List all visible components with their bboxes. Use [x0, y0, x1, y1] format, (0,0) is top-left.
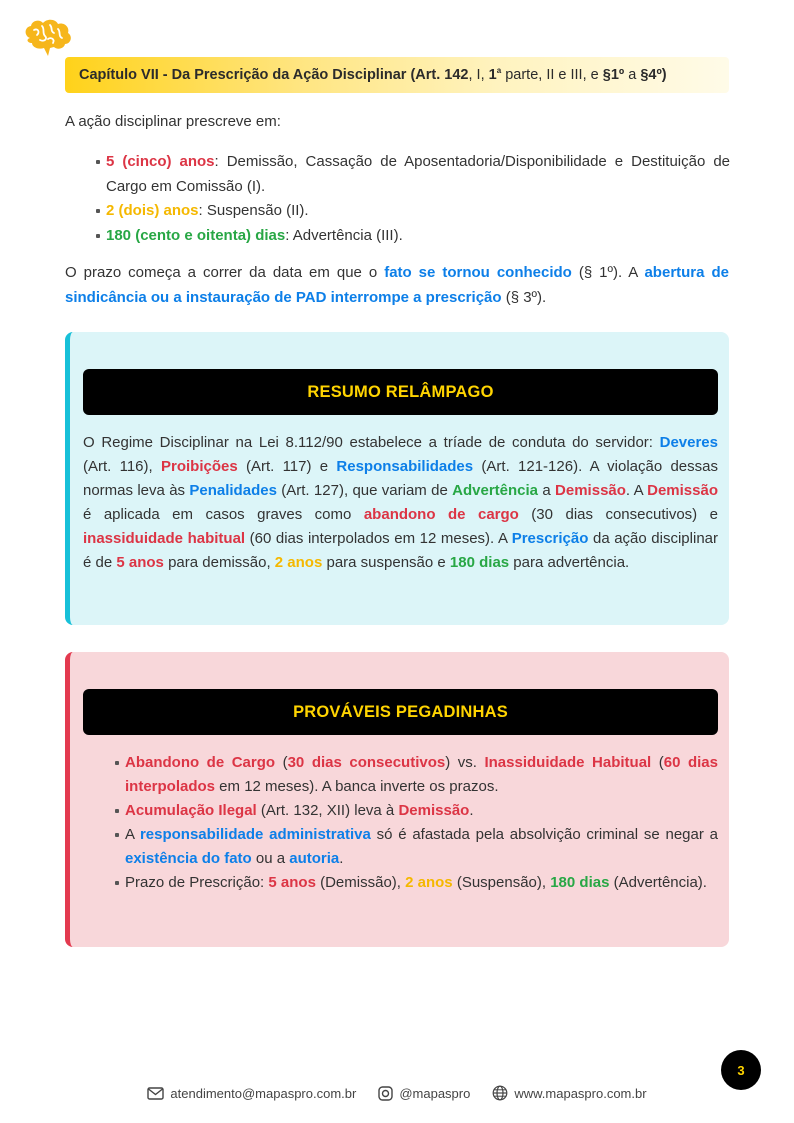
highlight-text: inassiduidade habitual [83, 530, 246, 547]
trap-item [113, 799, 718, 823]
traps-box-body [113, 751, 718, 895]
highlight-text: Inassiduidade Habitual [484, 754, 652, 771]
body-text: . [469, 802, 474, 819]
chapter-title-part: §1º [602, 67, 625, 83]
chapter-heading [65, 57, 729, 93]
footer-email[interactable] [147, 1086, 356, 1101]
body-text: ( [275, 754, 288, 771]
footer [0, 1085, 794, 1101]
body-text: para demissão, [163, 554, 275, 571]
body-text: . [339, 850, 344, 867]
term-text: (§ 3º). [501, 288, 547, 306]
chapter-title-part: 1 [488, 67, 497, 83]
highlight-text: Demissão [398, 802, 470, 819]
body-text: (Art. 127), que variam de [276, 482, 453, 499]
highlight-text: existência do fato [125, 850, 252, 867]
body-text: (Art. 116), [83, 458, 161, 475]
chapter-title-part: a [624, 67, 641, 83]
highlight-text: 60 dias interpolados [125, 754, 718, 795]
chapter-title-text [79, 67, 667, 83]
body-text: (Art. 121-126). A violação dessas normas leva às [83, 458, 718, 499]
chapter-title-part: parte, II e III, e [501, 67, 603, 83]
summary-box-body [83, 431, 718, 575]
highlight-text: Prescrição [511, 530, 589, 547]
footer-email-text: atendimento@mapaspro.com.br [170, 1085, 357, 1101]
body-text: da ação disciplinar é de [83, 530, 718, 571]
footer-instagram-text: @mapaspro [399, 1085, 471, 1101]
summary-box [65, 332, 729, 625]
footer-website[interactable] [492, 1085, 646, 1101]
chapter-title-part: ) [661, 67, 667, 83]
body-text: (Advertência). [609, 874, 707, 891]
body-text: (Art. 117) e [237, 458, 337, 475]
highlight-text: Deveres [659, 434, 718, 451]
term-text: O prazo começa a correr da data em que o [65, 264, 385, 281]
chapter-title-prefix: Capítulo VII - Da Prescrição da Ação Disciplinar (Art. [79, 67, 445, 83]
chapter-title-part: , I, [468, 67, 489, 83]
body-text: para suspensão e [322, 554, 450, 571]
prescription-description: : Advertência (III). [285, 226, 403, 244]
chapter-superscript: a [496, 66, 502, 76]
body-text: Prazo de Prescrição: [125, 874, 269, 891]
highlight-text: Demissão [555, 482, 626, 499]
brain-logo-icon [20, 18, 74, 60]
highlight-text: Proibições [160, 458, 238, 475]
body-text: (Demissão), [315, 874, 406, 891]
trap-item [113, 751, 718, 799]
highlight-text: responsabilidade administrativa [139, 826, 371, 843]
body-text: . A [625, 482, 648, 499]
highlight-text: Demissão [647, 482, 718, 499]
summary-box-title: RESUMO RELÂMPAGO [83, 369, 718, 415]
highlight-text: abandono de cargo [363, 506, 519, 523]
highlight-text: 180 dias [550, 874, 610, 891]
body-text: a [538, 482, 556, 499]
chapter-title-part: §4º [640, 67, 662, 83]
highlight-text: 5 anos [116, 554, 164, 571]
highlight-text: Responsabilidades [336, 458, 474, 475]
term-text: (§ 1º). A [571, 264, 645, 281]
page-number-badge: 3 [721, 1050, 761, 1090]
trap-item [113, 823, 718, 871]
trap-item [113, 871, 718, 895]
body-text: ( [651, 754, 664, 771]
highlight-text: 2 anos [405, 874, 453, 891]
prescription-description: : Suspensão (II). [198, 202, 309, 219]
chapter-article-number: 142 [444, 67, 469, 83]
prescription-term: 5 (cinco) anos [106, 153, 215, 170]
footer-instagram[interactable] [378, 1086, 470, 1101]
body-text: só é afastada pela absolvição criminal se negar a [370, 826, 718, 843]
body-text: (Art. 132, XII) leva à [256, 802, 399, 819]
body-text: (Suspensão), [452, 874, 551, 891]
highlight-text: Penalidades [189, 482, 277, 499]
body-text: para advertência. [509, 554, 630, 571]
highlight-text: Abandono de Cargo [125, 754, 276, 771]
term-paragraph [65, 261, 729, 310]
highlight-text: 30 dias consecutivos [287, 754, 446, 771]
body-text: (60 dias interpolados em 12 meses). A [245, 530, 512, 547]
intro-text: A ação disciplinar prescreve em: [65, 113, 281, 130]
body-text: (30 dias consecutivos) e [518, 506, 718, 523]
highlight-text: 5 anos [268, 874, 316, 891]
highlight-text: autoria [289, 850, 340, 867]
prescription-list [94, 150, 730, 248]
body-text: ) vs. [445, 754, 485, 771]
body-text: A [125, 826, 140, 843]
prescription-term: 180 (cento e oitenta) dias [106, 226, 286, 244]
envelope-icon [147, 1087, 164, 1100]
prescription-item [94, 150, 730, 199]
body-text: ou a [251, 850, 290, 867]
body-text: é aplicada em casos graves como [83, 506, 364, 523]
traps-box-title: PROVÁVEIS PEGADINHAS [83, 689, 718, 735]
highlight-text: Advertência [452, 482, 539, 499]
footer-website-text: www.mapaspro.com.br [514, 1085, 647, 1101]
prescription-item [94, 224, 730, 249]
body-text: em 12 meses). A banca inverte os prazos. [215, 778, 499, 795]
term-highlight: abertura de sindicância ou a instauração de PAD interrompe a prescrição [65, 264, 729, 306]
prescription-term: 2 (dois) anos [106, 202, 199, 219]
term-highlight: fato se tornou conhecido [384, 264, 572, 281]
prescription-description: : Demissão, Cassação de Aposentadoria/Disponibilidade e Destituição de Cargo em Comissão (I). [106, 153, 730, 195]
body-text: O Regime Disciplinar na Lei 8.112/90 estabelece a tríade de conduta do servidor: [83, 434, 660, 451]
instagram-icon [378, 1086, 393, 1101]
prescription-item [94, 199, 730, 224]
highlight-text: 2 anos [274, 554, 323, 571]
traps-box [65, 652, 729, 947]
globe-icon [492, 1085, 508, 1101]
highlight-text: Acumulação Ilegal [125, 802, 257, 819]
highlight-text: 180 dias [449, 554, 510, 571]
